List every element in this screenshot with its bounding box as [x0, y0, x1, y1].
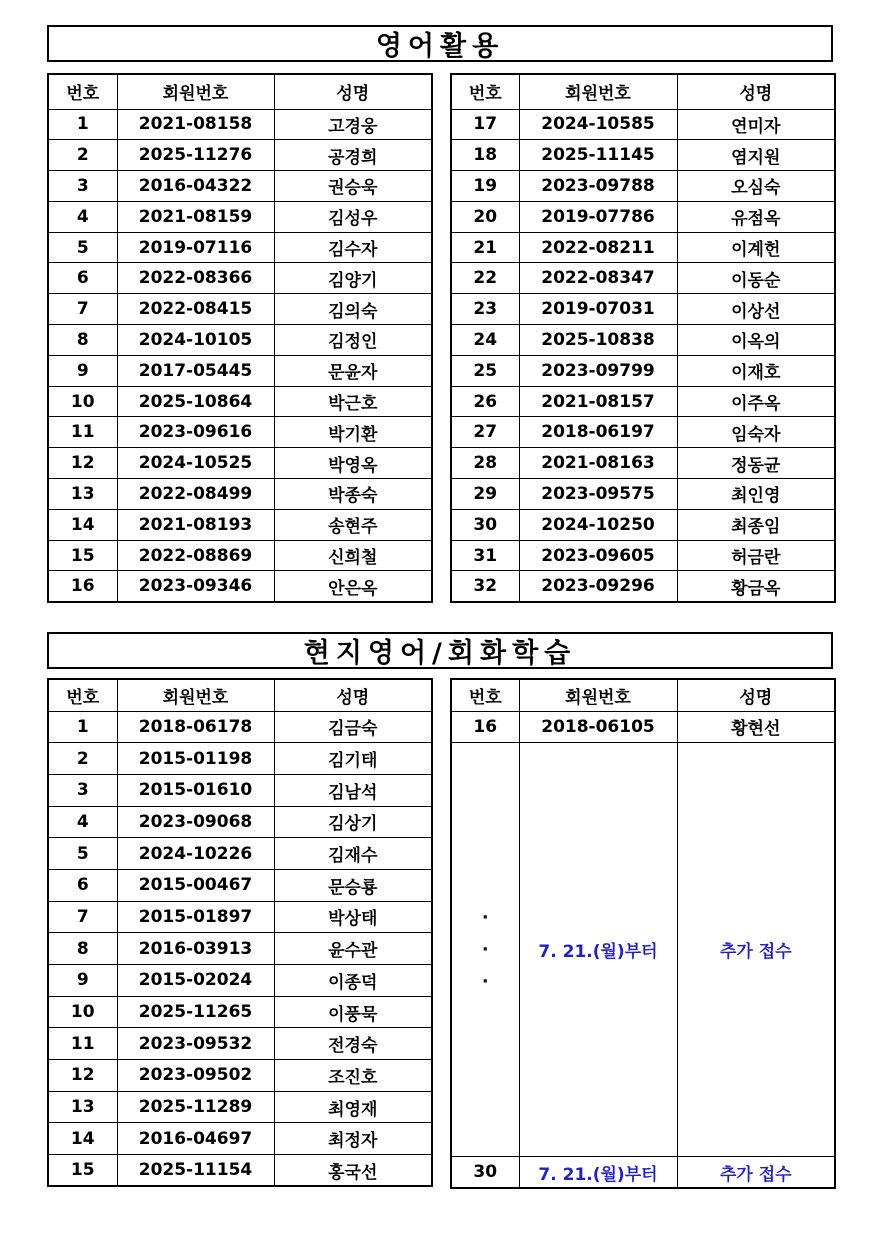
row-number: 25	[451, 355, 519, 386]
table-row	[451, 109, 835, 140]
row-name: 이계헌	[677, 232, 835, 263]
row-member-id: 2025-10838	[519, 325, 677, 356]
table-row	[451, 294, 835, 325]
row-name: 이옥의	[677, 325, 835, 356]
row-member-id: 2024-10226	[117, 838, 274, 870]
row-name: 고경웅	[274, 109, 432, 140]
row-name: 연미자	[677, 109, 835, 140]
row-member-id: 2016-04322	[117, 171, 274, 202]
row-name: 김양기	[274, 263, 432, 294]
row-number: 7	[48, 901, 117, 933]
row-name: 이종덕	[274, 965, 432, 997]
table-row	[48, 869, 432, 901]
row-member-id: 2025-11276	[117, 140, 274, 171]
row-name: 이동순	[677, 263, 835, 294]
row-name: 이주옥	[677, 386, 835, 417]
row-member-id: 2022-08366	[117, 263, 274, 294]
row-number: 2	[48, 743, 117, 775]
row-name: 최영재	[274, 1091, 432, 1123]
row-member-id: 2015-01198	[117, 743, 274, 775]
row-member-id: 2022-08347	[519, 263, 677, 294]
row-number: 11	[48, 1028, 117, 1060]
header-number: 번호	[48, 74, 117, 109]
header-name: 성명	[274, 74, 432, 109]
row-number: 4	[48, 806, 117, 838]
row-number: 5	[48, 838, 117, 870]
row-name: 박종숙	[274, 479, 432, 510]
row-number: 32	[451, 571, 519, 602]
row-member-id: 2021-08193	[117, 509, 274, 540]
row-name: 박영옥	[274, 448, 432, 479]
row-number: 10	[48, 996, 117, 1028]
table-row	[48, 294, 432, 325]
row-member-id: 2023-09532	[117, 1028, 274, 1060]
section2-right-table	[450, 678, 836, 1189]
table-row	[48, 806, 432, 838]
dot: ·	[482, 939, 489, 960]
row-number: 1	[48, 109, 117, 140]
row-member-id: 2022-08499	[117, 479, 274, 510]
header-member-id: 회원번호	[519, 74, 677, 109]
row-name: 박상태	[274, 901, 432, 933]
row-member-id: 2025-10864	[117, 386, 274, 417]
row-name: 안은옥	[274, 571, 432, 602]
row-member-id: 2023-09346	[117, 571, 274, 602]
table-row	[48, 448, 432, 479]
row-name: 홍국선	[274, 1155, 432, 1187]
dot: ·	[482, 971, 489, 992]
row-name: 황금옥	[677, 571, 835, 602]
table-row	[48, 774, 432, 806]
header-number: 번호	[451, 679, 519, 711]
table-row	[48, 109, 432, 140]
section1-left-table	[47, 73, 433, 603]
row-number: 2	[48, 140, 117, 171]
additional-registration-note: 추가 접수	[677, 743, 835, 1157]
table-row	[48, 1123, 432, 1155]
table-row	[451, 355, 835, 386]
table-row	[48, 1028, 432, 1060]
row-member-id: 2015-02024	[117, 965, 274, 997]
table-row	[48, 743, 432, 775]
row-member-id: 2023-09575	[519, 479, 677, 510]
table-row	[451, 386, 835, 417]
row-name: 황현선	[677, 711, 835, 743]
table-row	[451, 509, 835, 540]
header-name: 성명	[677, 679, 835, 711]
row-name: 김수자	[274, 232, 432, 263]
row-name: 송현주	[274, 509, 432, 540]
header-member-id: 회원번호	[117, 74, 274, 109]
dot: ·	[482, 907, 489, 928]
row-start-date: 7. 21.(월)부터	[519, 1157, 677, 1189]
row-number: 13	[48, 1091, 117, 1123]
row-name: 김상기	[274, 806, 432, 838]
row-member-id: 2015-00467	[117, 869, 274, 901]
row-member-id: 2021-08158	[117, 109, 274, 140]
row-name: 이풍묵	[274, 996, 432, 1028]
row-name: 김금숙	[274, 711, 432, 743]
table-row	[451, 448, 835, 479]
table-row	[48, 232, 432, 263]
row-member-id: 2017-05445	[117, 355, 274, 386]
section2-left-table	[47, 678, 433, 1187]
row-member-id: 2021-08163	[519, 448, 677, 479]
row-member-id: 2019-07116	[117, 232, 274, 263]
row-name: 김정인	[274, 325, 432, 356]
table-row	[451, 711, 835, 743]
row-name: 박근호	[274, 386, 432, 417]
row-number: 21	[451, 232, 519, 263]
row-member-id: 2018-06105	[519, 711, 677, 743]
header-row	[451, 679, 835, 711]
table-row	[48, 540, 432, 571]
row-member-id: 2018-06178	[117, 711, 274, 743]
table-row	[48, 711, 432, 743]
row-number: 28	[451, 448, 519, 479]
row-member-id: 2022-08869	[117, 540, 274, 571]
row-name: 허금란	[677, 540, 835, 571]
row-name: 최정자	[274, 1123, 432, 1155]
header-number: 번호	[48, 679, 117, 711]
header-row	[48, 679, 432, 711]
row-member-id: 2022-08211	[519, 232, 677, 263]
row-member-id: 2023-09068	[117, 806, 274, 838]
header-name: 성명	[677, 74, 835, 109]
table-row	[48, 325, 432, 356]
row-name: 김재수	[274, 838, 432, 870]
row-number: 17	[451, 109, 519, 140]
table-row	[451, 1157, 835, 1189]
table-row	[48, 509, 432, 540]
row-name: 김기태	[274, 743, 432, 775]
row-number: 6	[48, 869, 117, 901]
row-number: 16	[48, 571, 117, 602]
row-name: 조진호	[274, 1060, 432, 1092]
row-number: 1	[48, 711, 117, 743]
row-number: 14	[48, 1123, 117, 1155]
header-number: 번호	[451, 74, 519, 109]
row-member-id: 2023-09296	[519, 571, 677, 602]
row-number: 18	[451, 140, 519, 171]
table-row	[451, 232, 835, 263]
row-member-id: 2019-07786	[519, 201, 677, 232]
row-member-id: 2021-08159	[117, 201, 274, 232]
row-number: 15	[48, 1155, 117, 1187]
row-name: 김의숙	[274, 294, 432, 325]
table-row	[48, 1060, 432, 1092]
table-row	[48, 355, 432, 386]
row-name: 김남석	[274, 774, 432, 806]
row-member-id: 2016-04697	[117, 1123, 274, 1155]
row-member-id: 2023-09616	[117, 417, 274, 448]
row-number: 15	[48, 540, 117, 571]
table-row	[48, 1155, 432, 1187]
row-number: 12	[48, 448, 117, 479]
row-name: 유점옥	[677, 201, 835, 232]
row-number: 29	[451, 479, 519, 510]
row-number: 16	[451, 711, 519, 743]
row-number: 27	[451, 417, 519, 448]
row-name: 문승룡	[274, 869, 432, 901]
row-member-id: 2018-06197	[519, 417, 677, 448]
row-member-id: 2025-11154	[117, 1155, 274, 1187]
row-member-id: 2015-01610	[117, 774, 274, 806]
row-name: 전경숙	[274, 1028, 432, 1060]
row-number: 7	[48, 294, 117, 325]
ellipsis-dots	[451, 743, 519, 1157]
row-member-id: 2023-09605	[519, 540, 677, 571]
row-number: 8	[48, 933, 117, 965]
row-name: 최인영	[677, 479, 835, 510]
row-name: 임숙자	[677, 417, 835, 448]
row-name: 공경희	[274, 140, 432, 171]
row-name: 윤수관	[274, 933, 432, 965]
table-row	[48, 140, 432, 171]
row-member-id: 2024-10585	[519, 109, 677, 140]
row-number: 3	[48, 774, 117, 806]
row-member-id: 2024-10250	[519, 509, 677, 540]
row-member-id: 2019-07031	[519, 294, 677, 325]
table-row	[451, 417, 835, 448]
table-row	[48, 838, 432, 870]
row-number: 23	[451, 294, 519, 325]
row-name: 박기환	[274, 417, 432, 448]
row-member-id: 2022-08415	[117, 294, 274, 325]
header-member-id: 회원번호	[519, 679, 677, 711]
row-name: 오심숙	[677, 171, 835, 202]
row-member-id: 2025-11145	[519, 140, 677, 171]
table-row	[48, 263, 432, 294]
row-number: 4	[48, 201, 117, 232]
section2-title: 현지영어/회화학습	[47, 632, 833, 669]
row-member-id: 2015-01897	[117, 901, 274, 933]
row-member-id: 2024-10105	[117, 325, 274, 356]
row-number: 9	[48, 355, 117, 386]
row-number: 30	[451, 1157, 519, 1189]
row-number: 11	[48, 417, 117, 448]
header-name: 성명	[274, 679, 432, 711]
table-row	[451, 201, 835, 232]
table-row	[451, 171, 835, 202]
row-number: 12	[48, 1060, 117, 1092]
table-row	[451, 263, 835, 294]
row-member-id: 2025-11289	[117, 1091, 274, 1123]
table-row	[48, 901, 432, 933]
row-number: 26	[451, 386, 519, 417]
row-name: 신희철	[274, 540, 432, 571]
row-number: 3	[48, 171, 117, 202]
table-row	[451, 479, 835, 510]
header-row	[48, 74, 432, 109]
table-row	[48, 1091, 432, 1123]
row-note: 추가 접수	[677, 1157, 835, 1189]
row-name: 권승욱	[274, 171, 432, 202]
section1-right-table	[450, 73, 836, 603]
section1-title: 영어활용	[47, 25, 833, 62]
row-name: 정동균	[677, 448, 835, 479]
table-row	[48, 417, 432, 448]
row-number: 14	[48, 509, 117, 540]
table-row	[451, 140, 835, 171]
row-member-id: 2023-09502	[117, 1060, 274, 1092]
row-number: 30	[451, 509, 519, 540]
row-number: 20	[451, 201, 519, 232]
row-member-id: 2021-08157	[519, 386, 677, 417]
table-row	[48, 386, 432, 417]
row-number: 13	[48, 479, 117, 510]
row-number: 22	[451, 263, 519, 294]
start-date-text: 7. 21.(월)부터	[519, 743, 677, 1157]
table-row	[451, 540, 835, 571]
table-row	[48, 933, 432, 965]
row-name: 염지원	[677, 140, 835, 171]
row-name: 이상선	[677, 294, 835, 325]
row-number: 5	[48, 232, 117, 263]
row-member-id: 2025-11265	[117, 996, 274, 1028]
table-row	[48, 965, 432, 997]
row-number: 8	[48, 325, 117, 356]
merged-placeholder-row	[451, 743, 835, 1157]
table-row	[48, 171, 432, 202]
table-row	[451, 571, 835, 602]
row-name: 김성우	[274, 201, 432, 232]
row-number: 10	[48, 386, 117, 417]
row-name: 문윤자	[274, 355, 432, 386]
table-row	[48, 571, 432, 602]
row-member-id: 2016-03913	[117, 933, 274, 965]
row-member-id: 2023-09799	[519, 355, 677, 386]
row-number: 9	[48, 965, 117, 997]
table-row	[48, 996, 432, 1028]
row-member-id: 2024-10525	[117, 448, 274, 479]
header-member-id: 회원번호	[117, 679, 274, 711]
row-name: 이재호	[677, 355, 835, 386]
row-number: 6	[48, 263, 117, 294]
row-member-id: 2023-09788	[519, 171, 677, 202]
row-number: 31	[451, 540, 519, 571]
row-name: 최종임	[677, 509, 835, 540]
header-row	[451, 74, 835, 109]
table-row	[451, 325, 835, 356]
table-row	[48, 201, 432, 232]
row-number: 24	[451, 325, 519, 356]
row-number: 19	[451, 171, 519, 202]
table-row	[48, 479, 432, 510]
